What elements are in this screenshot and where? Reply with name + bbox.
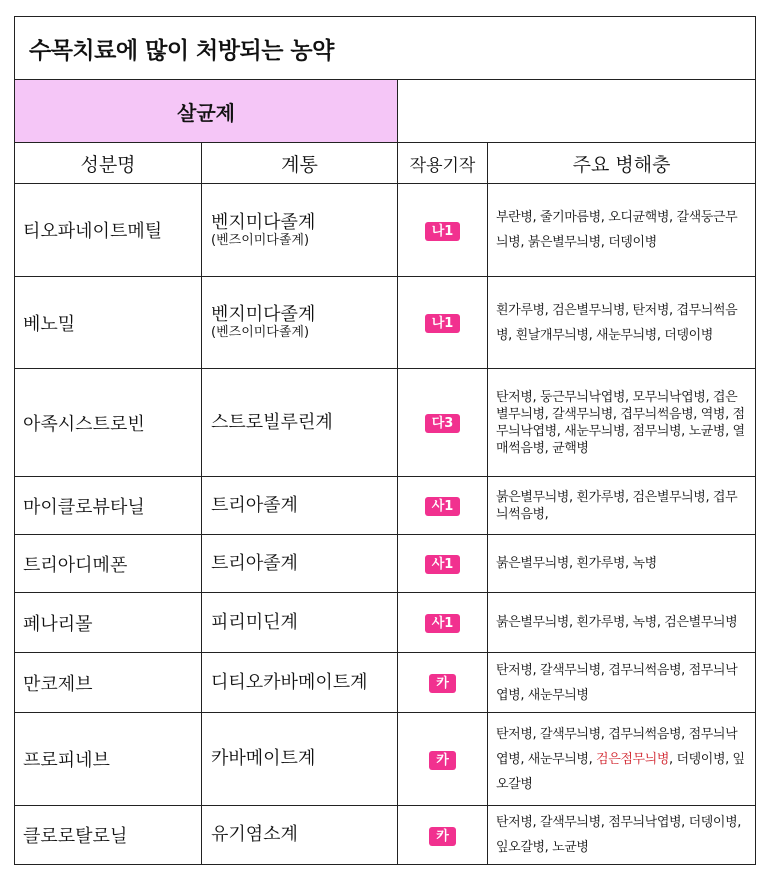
moa-cell — [398, 184, 488, 277]
family-name: 디티오카바메이트계 — [211, 671, 368, 693]
family-name: 피리미딘계 — [211, 611, 298, 633]
ingredient-name: 트리아디메폰 — [15, 535, 202, 593]
moa-cell — [398, 277, 488, 369]
moa-cell — [398, 593, 488, 653]
pests-highlight: 검은점무늬병 — [596, 751, 669, 767]
pests-cell — [488, 593, 756, 653]
header-family: 계통 — [202, 143, 398, 184]
pests-cell — [488, 184, 756, 277]
moa-badge: 사1 — [425, 497, 461, 516]
moa-badge: 카 — [429, 674, 456, 693]
family-name: 트리아졸계 — [211, 552, 298, 574]
ingredient-name: 프로피네브 — [15, 713, 202, 806]
family-name: 벤지미다졸계 — [211, 304, 316, 325]
moa-cell — [398, 477, 488, 535]
pesticide-table-container — [14, 16, 755, 865]
moa-badge: 카 — [429, 751, 456, 770]
pests-text: 흰가루병, 검은별무늬병, 탄저병, 겹무늬썩음병, 흰날개무늬병, 새눈무늬병, 더뎅이병 — [496, 302, 738, 343]
ingredient-name: 베노밀 — [15, 277, 202, 369]
ingredient-name: 아족시스트로빈 — [15, 369, 202, 477]
pests-text — [496, 722, 749, 797]
ingredient-name: 클로로탈로닐 — [15, 806, 202, 865]
family-cell — [202, 806, 398, 865]
pests-cell — [488, 369, 756, 477]
ingredient-name: 티오파네이트메틸 — [15, 184, 202, 277]
pests-text-main: 탄저병, 갈색무늬병, 겹무늬썩음병, 점무늬낙엽병, 새눈무늬병, — [496, 726, 738, 767]
table-row — [15, 535, 756, 593]
ingredient-name: 마이클로뷰타닐 — [15, 477, 202, 535]
pests-text-rest: , 더뎅이병, 잎오갈병 — [496, 751, 745, 792]
family-cell — [202, 477, 398, 535]
family-cell — [202, 653, 398, 713]
pests-cell — [488, 277, 756, 369]
table-row — [15, 806, 756, 865]
header-row — [15, 143, 756, 184]
table-row — [15, 369, 756, 477]
pests-text: 탄저병, 갈색무늬병, 겹무늬썩음병, 점무늬낙엽병, 새눈무늬병 — [496, 662, 738, 703]
family-name: 유기염소계 — [211, 824, 298, 845]
pests-cell — [488, 653, 756, 713]
pesticide-table — [14, 16, 756, 865]
family-cell — [202, 277, 398, 369]
family-name: 스트로빌루린계 — [211, 411, 333, 433]
moa-cell — [398, 806, 488, 865]
moa-cell — [398, 653, 488, 713]
family-cell — [202, 184, 398, 277]
pests-text: 붉은별무늬병, 흰가루병, 녹병 — [496, 556, 657, 571]
ingredient-name: 만코제브 — [15, 653, 202, 713]
category-blank-cell — [398, 80, 756, 143]
category-label: 살균제 — [15, 80, 398, 143]
table-row — [15, 713, 756, 806]
table-row — [15, 653, 756, 713]
moa-cell — [398, 713, 488, 806]
family-cell — [202, 535, 398, 593]
header-ingredient: 성분명 — [15, 143, 202, 184]
family-name: 트리아졸계 — [211, 494, 298, 516]
moa-badge: 사1 — [425, 614, 461, 633]
pests-cell — [488, 535, 756, 593]
table-title: 수목치료에 많이 처방되는 농약 — [15, 17, 756, 80]
moa-badge: 나1 — [425, 222, 461, 241]
pests-text: 탄저병, 갈색무늬병, 점무늬낙엽병, 더뎅이병, 잎오갈병, 노균병 — [496, 815, 741, 855]
pests-text: 붉은별무늬병, 흰가루병, 녹병, 검은별무늬병 — [496, 615, 738, 630]
moa-badge: 나1 — [425, 314, 461, 333]
family-name: 벤지미다졸계 — [211, 211, 316, 233]
family-cell — [202, 369, 398, 477]
table-row — [15, 184, 756, 277]
pests-cell — [488, 806, 756, 865]
moa-cell — [398, 535, 488, 593]
header-moa: 작용기작 — [398, 143, 488, 184]
header-pests: 주요 병해충 — [488, 143, 756, 184]
family-cell — [202, 593, 398, 653]
moa-cell — [398, 369, 488, 477]
pests-text: 탄저병, 둥근무늬낙엽병, 모무늬낙엽병, 겹은별무늬병, 갈색무늬병, 겹무늬썩음병, 역병, 점무늬낙엽병, 새눈무늬병, 점무늬병, 노균병, 열매썩음병, 균핵병 — [496, 389, 745, 456]
table-row — [15, 477, 756, 535]
pests-text: 부란병, 줄기마름병, 오디균핵병, 갈색둥근무늬병, 붉은별무늬병, 더뎅이병 — [496, 210, 738, 250]
family-name: 카바메이트계 — [211, 748, 316, 769]
table-row — [15, 593, 756, 653]
pests-cell — [488, 477, 756, 535]
family-alt-name: (벤즈이미다졸계) — [211, 325, 310, 340]
moa-badge: 카 — [429, 827, 456, 846]
ingredient-name: 페나리몰 — [15, 593, 202, 653]
moa-badge: 다3 — [425, 414, 461, 433]
pests-text: 붉은별무늬병, 흰가루병, 검은별무늬병, 겹무늬썩음병, — [496, 489, 738, 522]
moa-badge: 사1 — [425, 555, 461, 574]
family-cell — [202, 713, 398, 806]
family-alt-name: (벤즈이미다졸계) — [211, 232, 310, 248]
pests-cell — [488, 713, 756, 806]
table-row — [15, 277, 756, 369]
